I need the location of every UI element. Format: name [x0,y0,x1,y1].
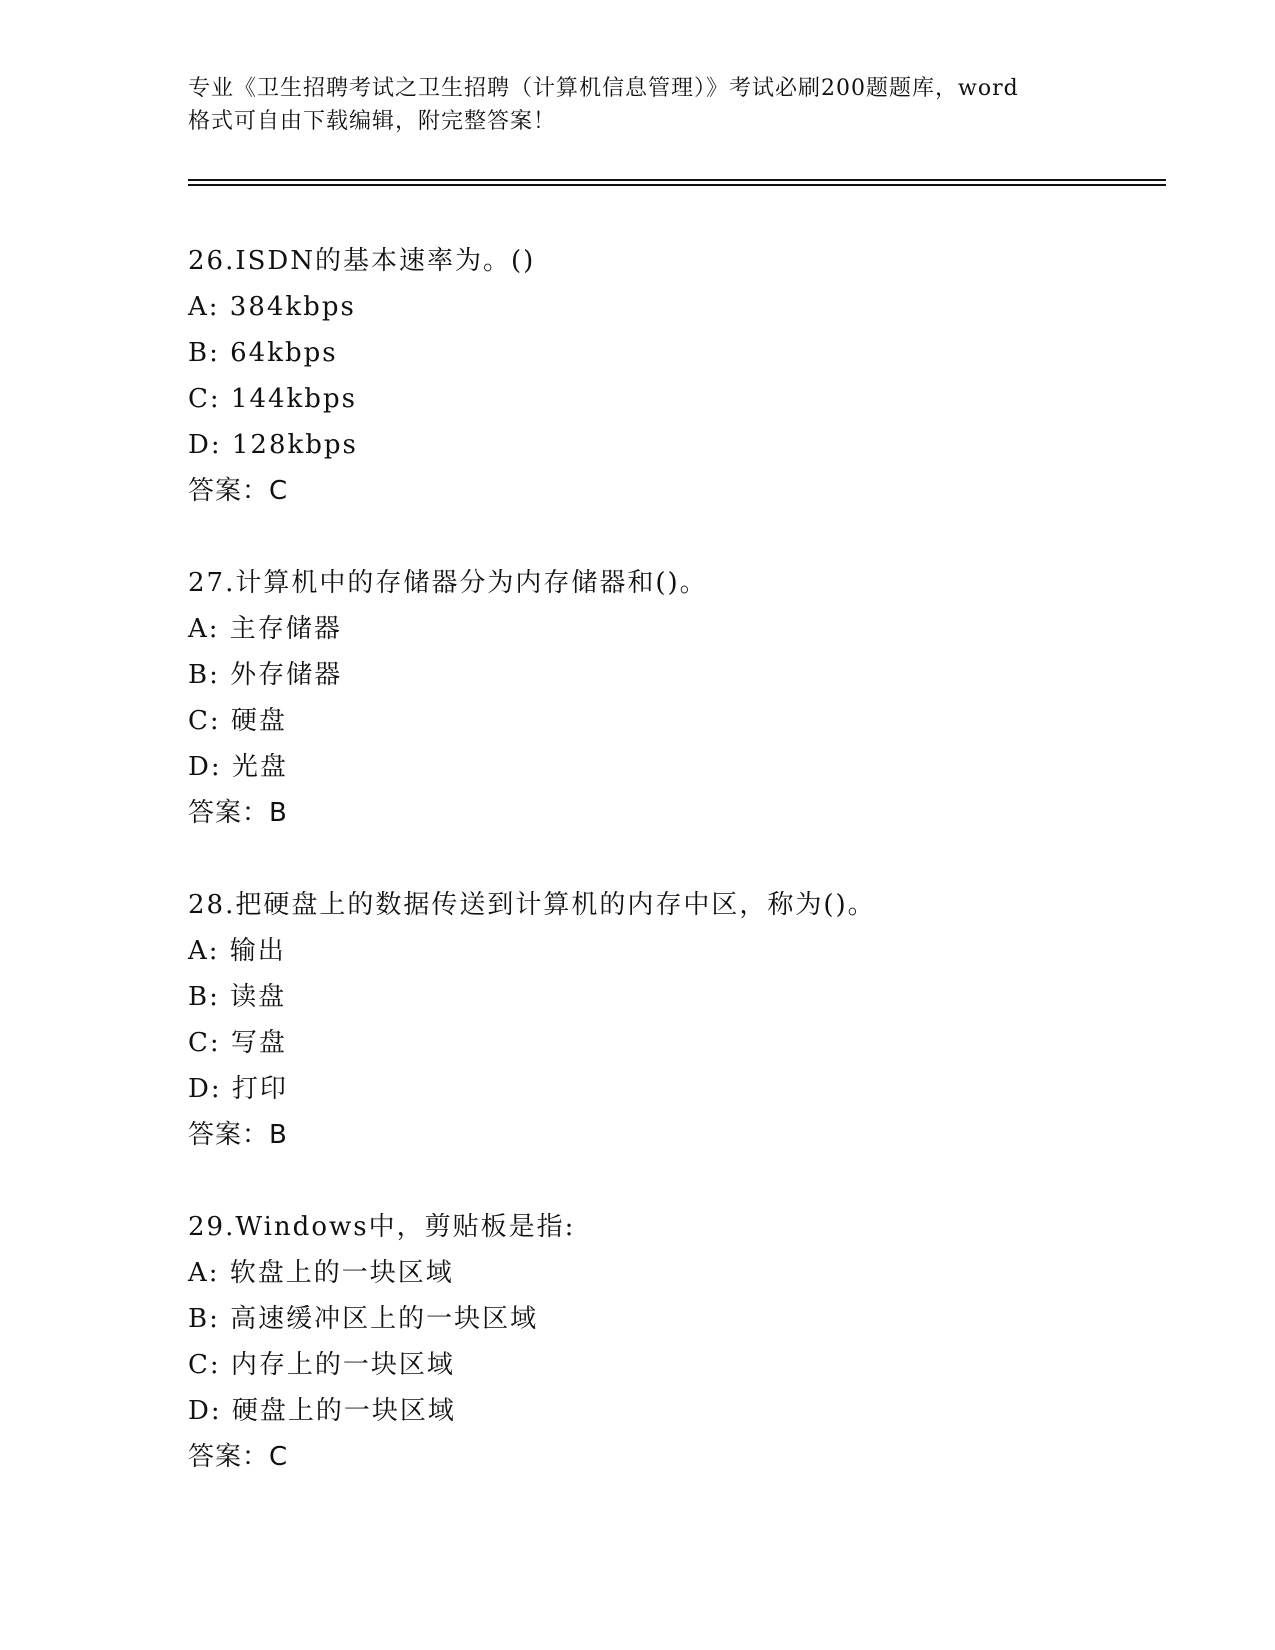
answer-line: 答案：C [188,476,289,506]
question-stem: 29.Windows中，剪贴板是指: [188,1212,576,1242]
answer-line: 答案：B [188,798,288,828]
option-a: A: 主存储器 [188,614,342,644]
question-stem: 28.把硬盘上的数据传送到计算机的内存中区，称为()。 [188,890,876,920]
question-29 [188,1204,1168,1480]
option-b: B: 外存储器 [188,660,343,690]
header-rule-bottom [188,184,1166,186]
question-stem: 26.ISDN的基本速率为。() [188,246,536,276]
question-27 [188,560,1168,836]
question-28 [188,882,1168,1158]
option-c: C: 写盘 [188,1028,287,1058]
option-b: B: 64kbps [188,338,338,368]
option-d: D: 光盘 [188,752,288,782]
header-rule-top [188,179,1166,181]
answer-line: 答案：B [188,1120,288,1150]
option-b: B: 读盘 [188,982,287,1012]
option-c: C: 内存上的一块区域 [188,1350,455,1380]
option-d: D: 打印 [188,1074,288,1104]
option-c: C: 144kbps [188,384,357,414]
option-d: D: 硬盘上的一块区域 [188,1396,456,1426]
option-a: A: 384kbps [188,292,356,322]
option-a: A: 软盘上的一块区域 [188,1258,454,1288]
option-c: C: 硬盘 [188,706,287,736]
option-d: D: 128kbps [188,430,358,460]
header-line-1: 专业《卫生招聘考试之卫生招聘（计算机信息管理）》考试必刷200题题库，word [188,76,1019,101]
document-header [188,72,1088,138]
header-line-2: 格式可自由下载编辑，附完整答案！ [188,109,557,134]
question-26 [188,238,1168,514]
question-stem: 27.计算机中的存储器分为内存储器和()。 [188,568,708,598]
answer-line: 答案：C [188,1442,289,1472]
option-a: A: 输出 [188,936,286,966]
option-b: B: 高速缓冲区上的一块区域 [188,1304,539,1334]
